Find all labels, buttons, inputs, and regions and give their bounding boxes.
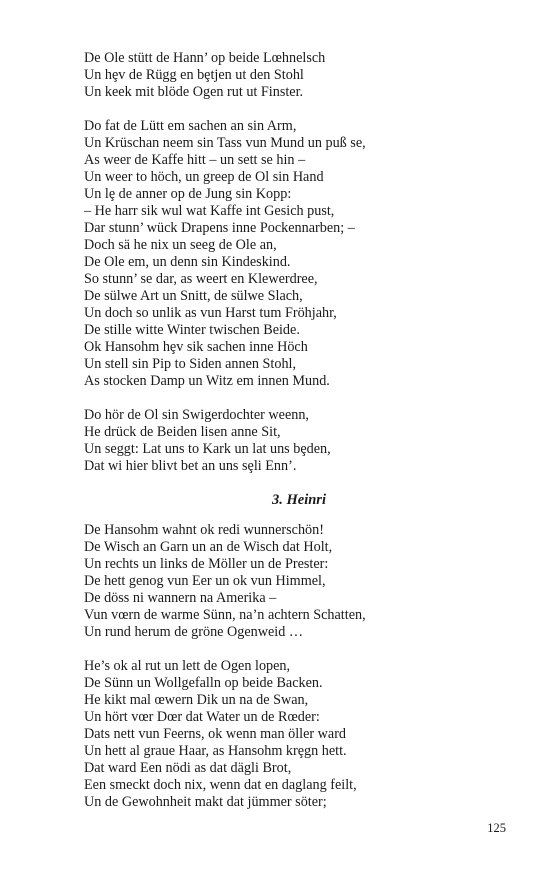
section-heading: 3. Heinri [272,492,326,508]
verse-line: Dat wi hier blivt bet an uns sȩli Enn’. [84,458,297,474]
page-number: 125 [487,821,506,835]
verse-line: Un de Gewohnheit makt dat jümmer söter; [84,794,327,810]
verse-line: So stunn’ se dar, as weert en Klewerdree, [84,271,318,287]
verse-line: Ok Hansohm hȩv sik sachen inne Höch [84,339,308,355]
verse-line: Un rechts un links de Möller un de Prester: [84,556,329,572]
verse-line: Dar stunn’ wück Drapens inne Pockennarben; – [84,220,355,236]
verse-line: – He harr sik wul wat Kaffe int Gesich pust, [84,203,335,219]
verse-line: Un hett al graue Haar, as Hansohm krȩgn hett. [84,743,347,759]
verse-line: Un stell sin Pip to Siden annen Stohl, [84,356,297,372]
poem-page [84,50,504,828]
stanza [84,407,504,475]
verse-line: He kikt mal œwern Dik un na de Swan, [84,692,309,708]
verse-line: Dat ward Een nödi as dat dägli Brot, [84,760,292,776]
poem-section-before [84,50,504,475]
verse-line: De Ole em, un denn sin Kindeskind. [84,254,291,270]
verse-line: Un hȩv de Rügg en bȩtjen ut den Stohl [84,67,304,83]
verse-line: De Ole stütt de Hann’ op beide Lœhnelsch [84,50,326,66]
verse-line: Un rund herum de gröne Ogenweid … [84,624,304,640]
verse-line: De döss ni wannern na Amerika – [84,590,277,606]
verse-line: De stille witte Winter twischen Beide. [84,322,300,338]
verse-line: De Hansohm wahnt ok redi wunnerschön! [84,522,324,538]
verse-line: Dats nett vun Feerns, ok wenn man öller ward [84,726,347,742]
verse-line: Do hör de Ol sin Swigerdochter weenn, [84,407,309,423]
verse-line: Un lȩ de anner op de Jung sin Kopp: [84,186,292,202]
stanza [84,118,504,390]
verse-line: Un weer to höch, un greep de Ol sin Hand [84,169,324,185]
verse-line: De hett genog vun Eer un ok vun Himmel, [84,573,326,589]
verse-line: Een smeckt doch nix, wenn dat en daglang feilt, [84,777,357,793]
verse-line: Un keek mit blöde Ogen rut ut Finster. [84,84,304,100]
poem-section-after [84,522,504,811]
stanza [84,522,504,641]
verse-line: De Wisch an Garn un an de Wisch dat Holt, [84,539,333,555]
verse-line: As stocken Damp un Witz em innen Mund. [84,373,330,389]
verse-line: He drück de Beiden lisen anne Sit, [84,424,281,440]
verse-line: De Sünn un Wollgefalln op beide Backen. [84,675,323,691]
verse-line: He’s ok al rut un lett de Ogen lopen, [84,658,291,674]
verse-line: Doch sä he nix un seeg de Ole an, [84,237,277,253]
verse-line: Un Krüschan neem sin Tass vun Mund un puß se, [84,135,366,151]
verse-line: Vun vœrn de warme Sünn, na’n achtern Schatten, [84,607,366,623]
verse-line: Un hört vœr Dœr dat Water un de Rœder: [84,709,320,725]
verse-line: As weer de Kaffe hitt – un sett se hin – [84,152,306,168]
stanza [84,50,504,101]
stanza [84,658,504,811]
verse-line: Do fat de Lütt em sachen an sin Arm, [84,118,297,134]
verse-line: De sülwe Art un Snitt, de sülwe Slach, [84,288,303,304]
verse-line: Un seggt: Lat uns to Kark un lat uns bȩden, [84,441,331,457]
verse-line: Un doch so unlik as vun Harst tum Fröhjahr, [84,305,337,321]
